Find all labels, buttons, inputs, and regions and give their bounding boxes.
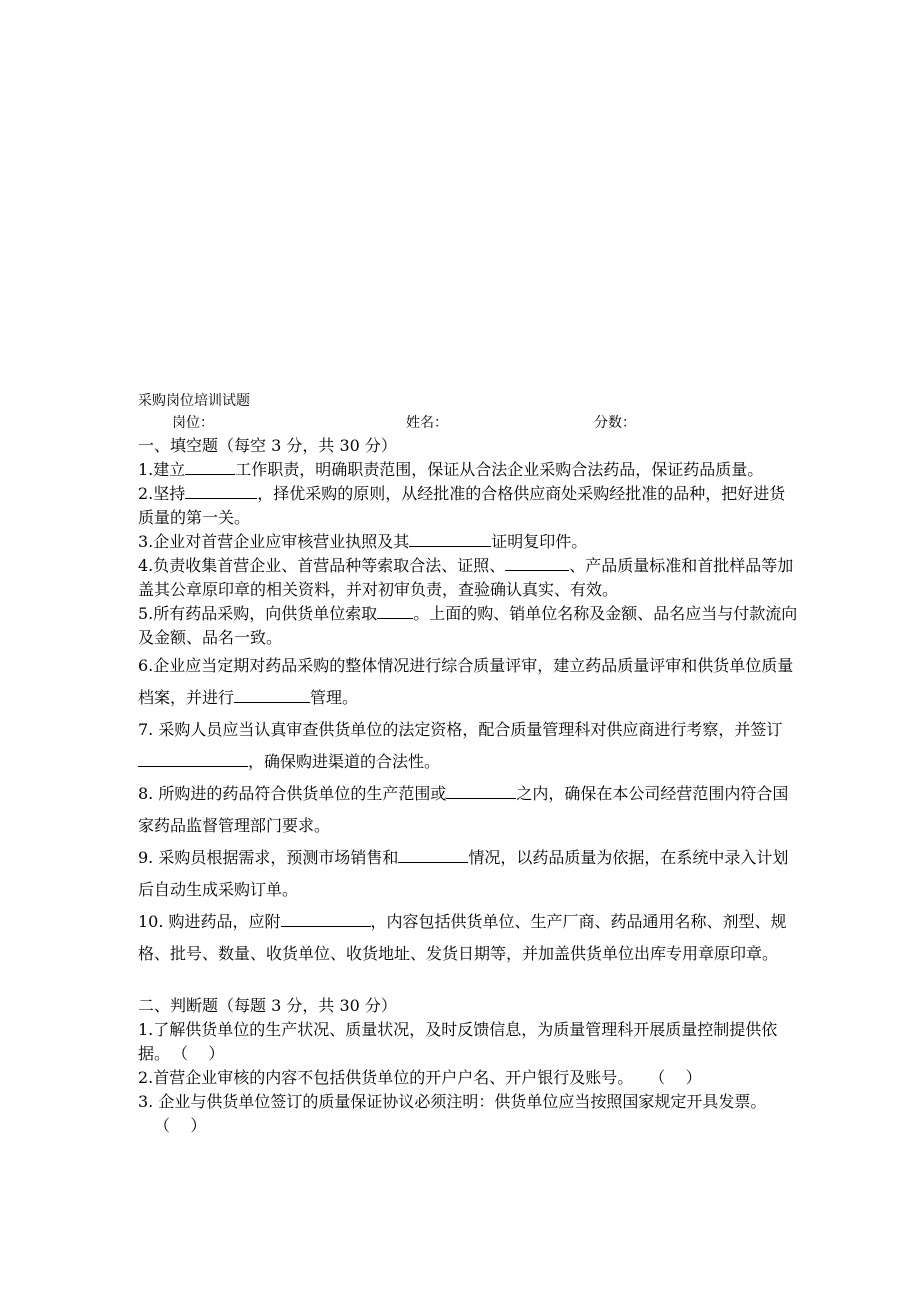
question-9: 9. 采购员根据需求，预测市场销售和 情况，以药品质量为依据，在系统中录入计划后自动生成采购订单。 — [138, 848, 789, 899]
section-true-false-heading: 二、判断题（每题 3 分，共 30 分） — [138, 996, 397, 1015]
section-fill-blank-heading: 一、填空题（每空 3 分，共 30 分） — [138, 436, 397, 455]
blank — [185, 460, 235, 475]
blank — [234, 688, 310, 703]
question-1: 1.建立 工作职责，明确职责范围，保证从合法企业采购合法药品，保证药品质量。 — [138, 460, 764, 479]
judge-question-1: 1.了解供货单位的生产状况、质量状况，及时反馈信息，为质量管理科开展质量控制提供依据。 （ ） — [138, 1020, 778, 1063]
info-line — [138, 412, 798, 434]
question-3: 3.企业对首营企业应审核营业执照及其 证明复印件。 — [138, 532, 588, 551]
section-spacer — [138, 970, 798, 994]
blank — [409, 532, 491, 547]
judge-question-2: 2.首营企业审核的内容不包括供货单位的开户户名、开户银行及账号。 （ ） — [138, 1068, 702, 1087]
judge-question-3: 3. 企业与供货单位签订的质量保证协议必须注明：供货单位应当按照国家规定开具发票。（ ） — [138, 1092, 767, 1135]
score-label: 分数： — [594, 415, 636, 431]
answer-paren: （ ） — [657, 1068, 702, 1087]
question-5: 5.所有药品采购，向供货单位索取 。上面的购、销单位名称及金额、品名应当与付款流向及金额、品名一致。 — [138, 604, 798, 647]
answer-paren: （ ） — [180, 1044, 225, 1063]
document-content — [138, 390, 798, 1138]
blank — [138, 752, 248, 767]
page-title: 采购岗位培训试题 — [138, 393, 250, 409]
question-7: 7. 采购人员应当认真审查供货单位的法定资格，配合质量管理科对供应商进行考察，并签订，确保购进渠道的合法性。 — [138, 720, 783, 771]
answer-paren: （ ） — [162, 1116, 207, 1135]
question-2: 2.坚持 ，择优采购的原则，从经批准的合格供应商处采购经批准的品种，把好进货质量的第一关。 — [138, 484, 786, 527]
question-4: 4.负责收集首营企业、首营品种等索取合法、证照、 、产品质量标准和首批样品等加盖其公章原印章的相关资料，并对初审负责，查验确认真实、有效。 — [138, 556, 794, 599]
question-6: 6.企业应当定期对药品采购的整体情况进行综合质量评审，建立药品质量评审和供货单位质量档案，并进行 管理。 — [138, 656, 794, 707]
name-label: 姓名： — [406, 415, 448, 431]
post-label: 岗位： — [172, 415, 214, 431]
blank — [505, 556, 569, 571]
blank — [281, 912, 371, 927]
question-8: 8. 所购进的药品符合供货单位的生产范围或 之内，确保在本公司经营范围内符合国家药品监督管理部门要求。 — [138, 784, 789, 835]
question-10: 10. 购进药品，应附 ，内容包括供货单位、生产厂商、药品通用名称、剂型、规格、批号、数量、收货单位、收货地址、发货日期等，并加盖供货单位出库专用章原印章。 — [138, 912, 787, 963]
blank — [446, 784, 516, 799]
blank — [185, 484, 257, 499]
blank — [398, 848, 468, 863]
blank — [377, 604, 413, 619]
